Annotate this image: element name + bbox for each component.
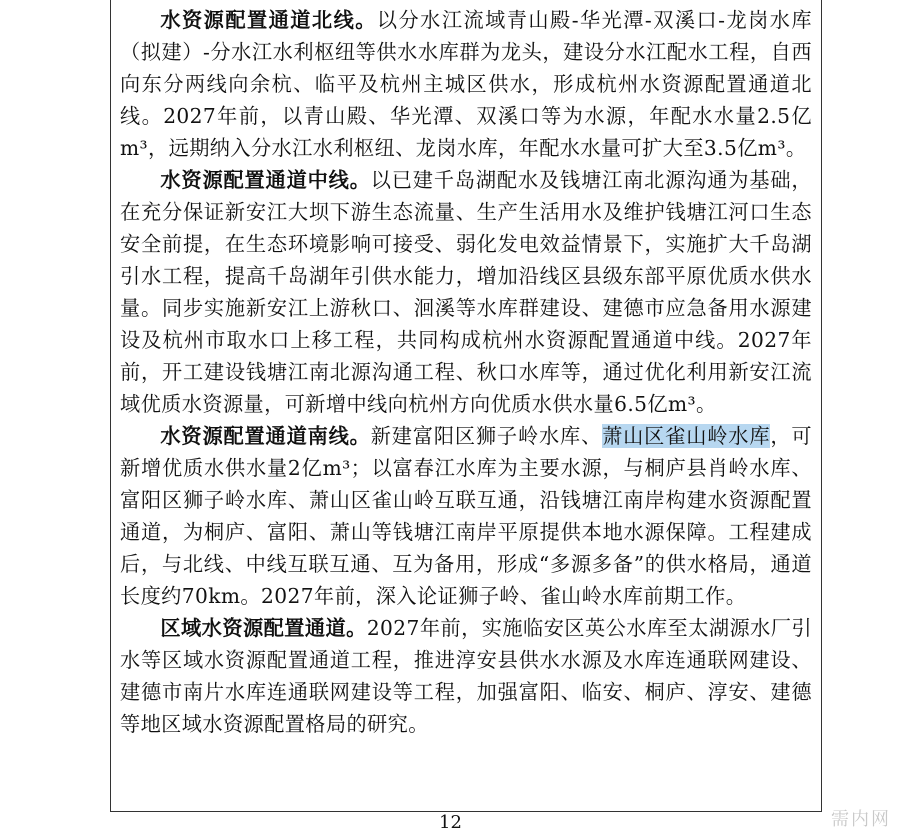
- paragraph-middle-line: [120, 164, 812, 420]
- heading-regional: 区域水资源配置通道。: [160, 616, 367, 640]
- text-middle-line: 以已建千岛湖配水及钱塘江南北源沟通为基础，在充分保证新安江大坝下游生态流量、生产生活用水及维护钱塘江河口生态安全前提，在生态环境影响可接受、弱化发电效益情景下，实施扩大千岛湖引水工程，提高千岛湖年引供水能力，增加沿线区县级东部平原优质水供水量。同步实施新安江上游秋口、洄溪等水库群建设、建德市应急备用水源建设及杭州市取水口上移工程，共同构成杭州水资源配置通道中线。2027年前，开工建设钱塘江南北源沟通工程、秋口水库等，通过优化利用新安江流域优质水资源量，可新增中线向杭州方向优质水供水量6.5亿m³。: [120, 168, 812, 416]
- text-regional: 2027年前，实施临安区英公水库至太湖源水厂引水等区域水资源配置通道工程，推进淳安县供水水源及水库连通联网建设、建德市南片水库连通联网建设等工程，加强富阳、临安、桐庐、淳安、建德等地区域水资源配置格局的研究。: [120, 616, 812, 736]
- text-north-line: 以分水江流域青山殿-华光潭-双溪口-龙岗水库（拟建）-分水江水利枢纽等供水水库群为龙头，建设分水江配水工程，自西向东分两线向余杭、临平及杭州主城区供水，形成杭州水资源配置通道北线。2027年前，以青山殿、华光潭、双溪口等为水源，年配水水量2.5亿m³，远期纳入分水江水利枢纽、龙岗水库，年配水水量可扩大至3.5亿m³。: [120, 8, 812, 160]
- page-number: 12: [439, 812, 462, 833]
- paragraph-south-line: [120, 420, 812, 612]
- watermark: 需内网: [831, 809, 891, 830]
- paragraph-regional: [120, 612, 812, 740]
- paragraph-north-line: [120, 4, 812, 164]
- document-body: [120, 4, 812, 740]
- heading-south-line: 水资源配置通道南线。: [160, 424, 371, 448]
- text-south-line-before: 新建富阳区狮子岭水库、: [370, 424, 603, 448]
- heading-north-line: 水资源配置通道北线。: [160, 8, 377, 32]
- selected-text-highlight[interactable]: 萧山区雀山岭水库: [602, 424, 771, 448]
- text-south-line-after: ，可新增优质水供水量2亿m³；以富春江水库为主要水源，与桐庐县肖岭水库、富阳区狮子岭水库、萧山区雀山岭互联互通，沿钱塘江南岸构建水资源配置通道，为桐庐、富阳、萧山等钱塘江南岸平原提供本地水源保障。工程建成后，与北线、中线互联互通、互为备用，形成“多源多备”的供水格局，通道长度约70km。2027年前，深入论证狮子岭、雀山岭水库前期工作。: [120, 424, 812, 608]
- heading-middle-line: 水资源配置通道中线。: [160, 168, 371, 192]
